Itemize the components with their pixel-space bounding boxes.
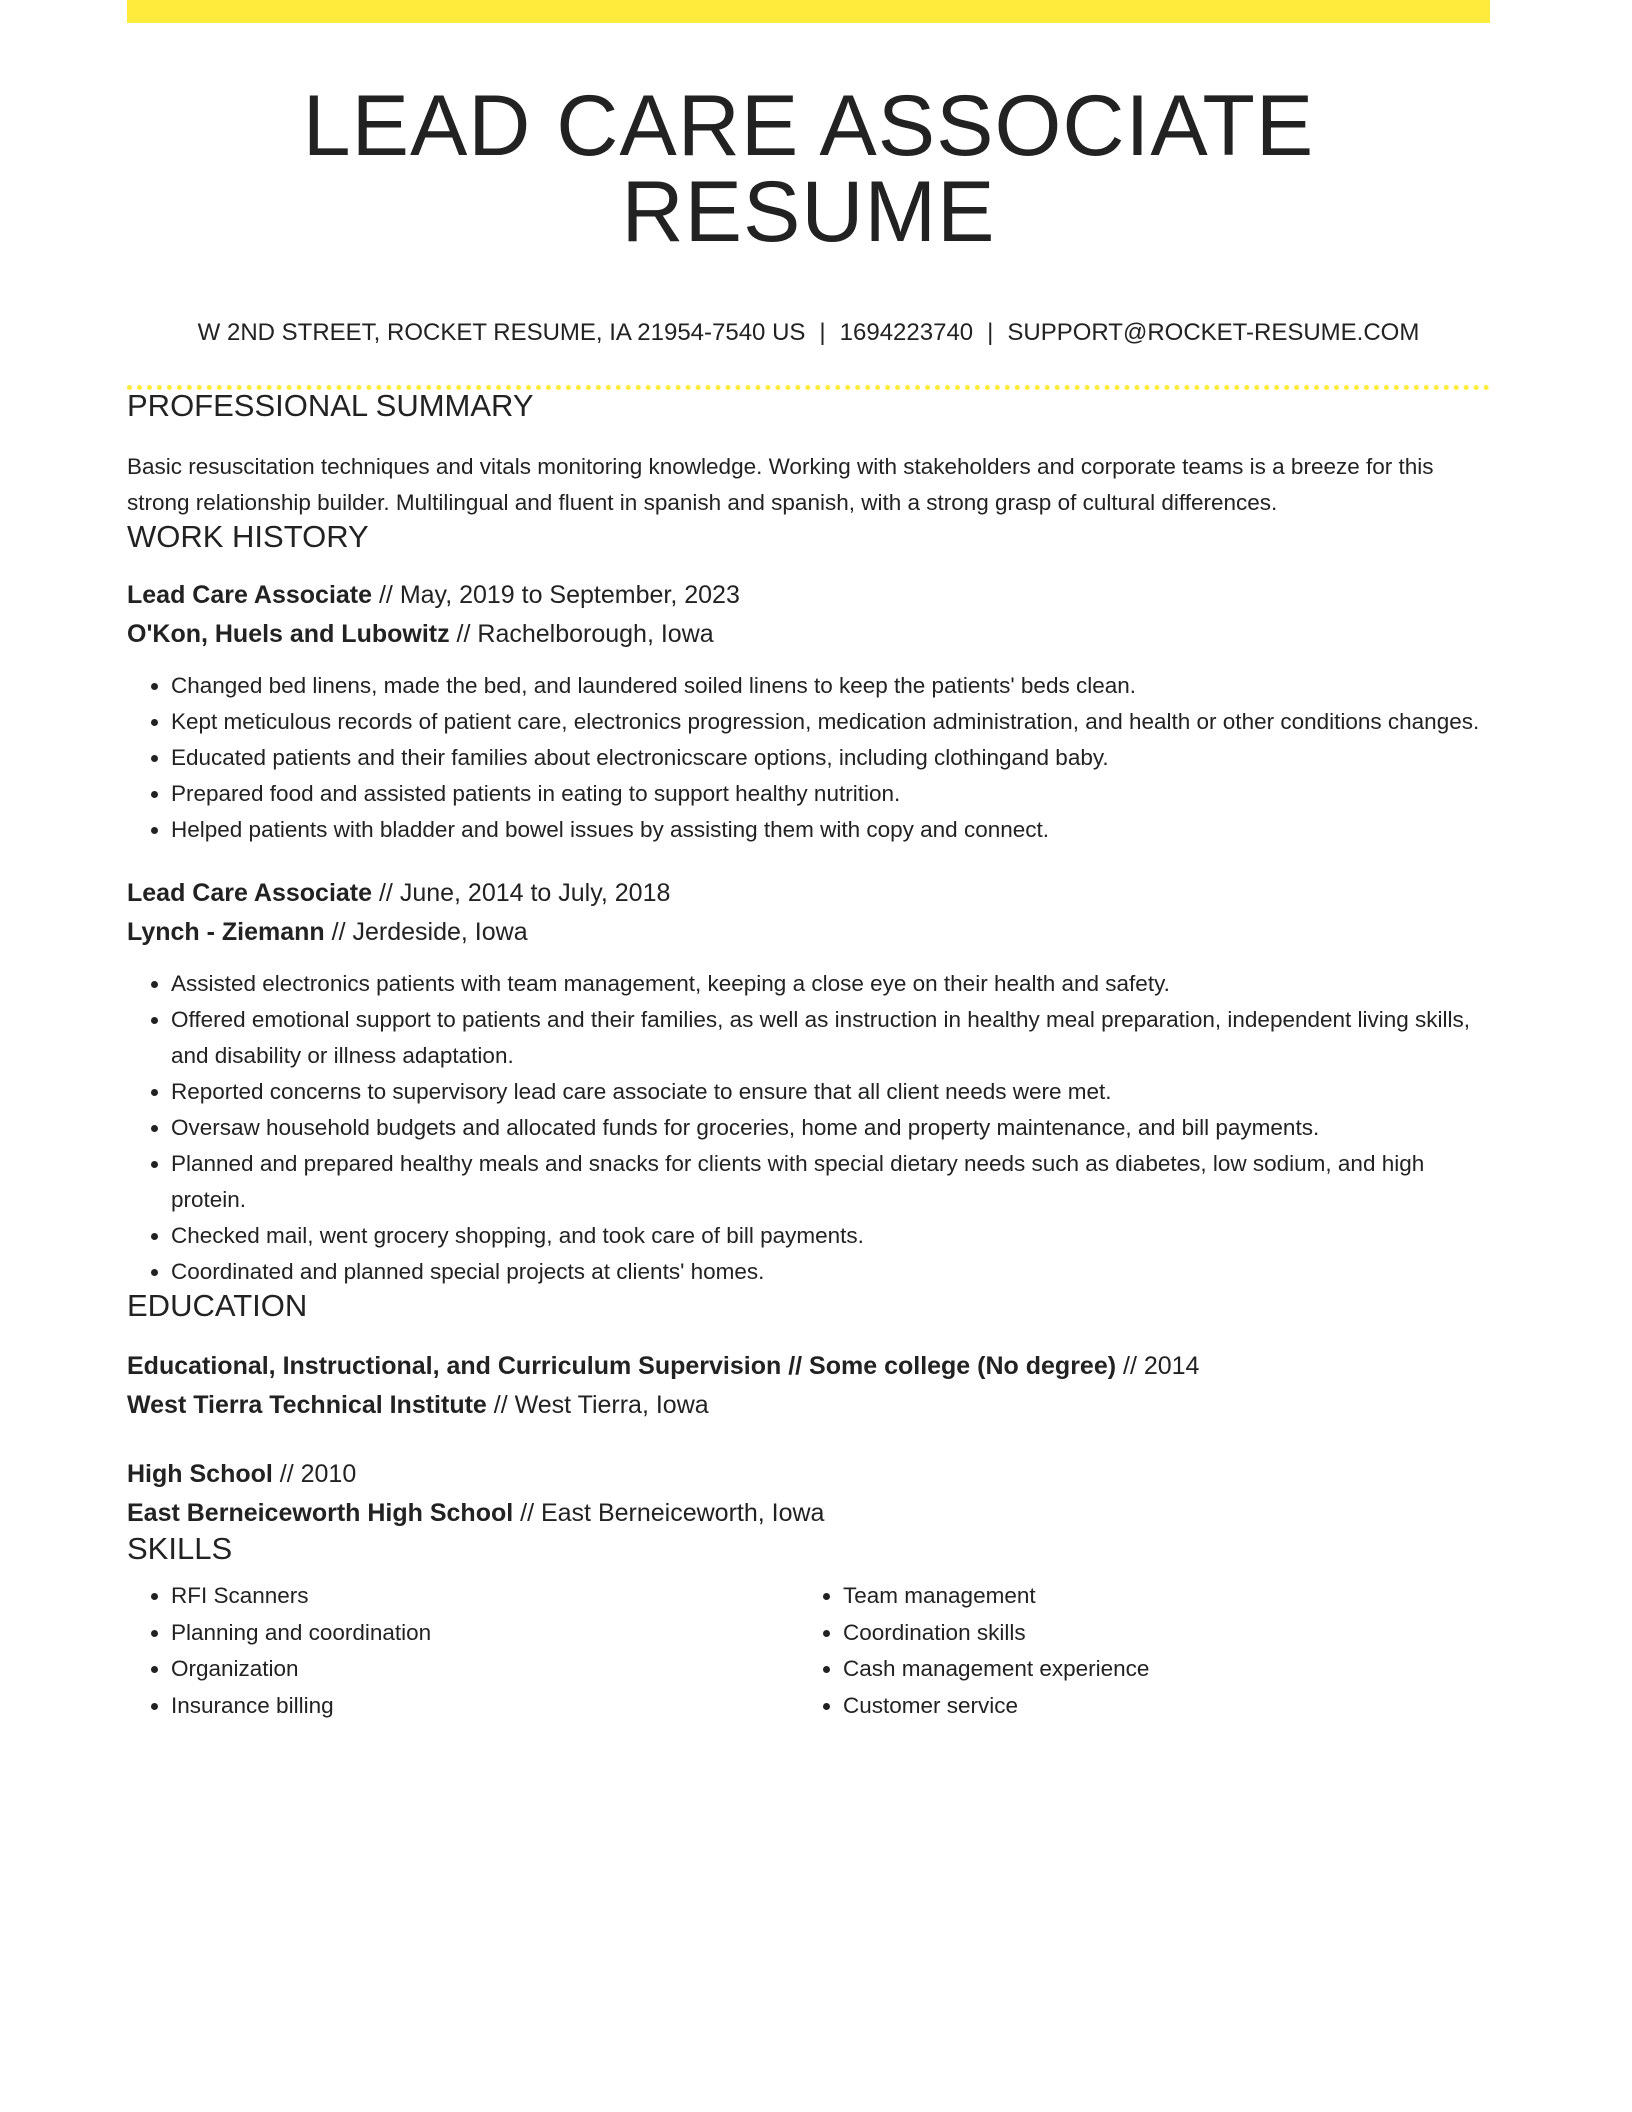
job-role: Lead Care Associate	[127, 879, 373, 907]
skills-column-left	[127, 1578, 799, 1724]
resume-title: LEAD CARE ASSOCIATE RESUME	[302, 78, 1315, 260]
education-location: // East Berneiceworth, Iowa	[513, 1499, 825, 1527]
work-history-heading: WORK HISTORY	[127, 519, 369, 554]
skills-column-right	[799, 1578, 1471, 1724]
accent-top-bar	[127, 0, 1490, 23]
contact-email: SUPPORT@ROCKET-RESUME.COM	[1007, 319, 1420, 346]
summary-text: Basic resuscitation techniques and vitals monitoring knowledge. Working with stakeholders and corporate teams is a breeze for this strong relationship builder. Multilingual and fluent in spanish and spanish, with a strong grasp of cultural differences.	[127, 454, 1434, 515]
list-item: • Checked mail, went grocery shopping, and took care of bill payments.	[171, 1218, 1490, 1254]
list-item: • Helped patients with bladder and bowel issues by assisting them with copy and connect.	[171, 812, 1490, 848]
skill-item: • Cash management experience	[843, 1651, 1471, 1688]
list-item: • Assisted electronics patients with team management, keeping a close eye on their health and safety.	[171, 966, 1490, 1002]
job-location: // Jerdeside, Iowa	[324, 918, 528, 946]
summary-heading: PROFESSIONAL SUMMARY	[127, 388, 534, 423]
contact-address: W 2ND STREET, ROCKET RESUME, IA 21954-7540 US	[197, 319, 806, 346]
list-item: • Kept meticulous records of patient care, electronics progression, medication administration, and health or other conditions changes.	[171, 704, 1490, 740]
skills-list	[127, 1578, 1490, 1724]
job-company: O'Kon, Huels and Lubowitz	[127, 620, 450, 648]
list-item: • Changed bed linens, made the bed, and laundered soiled linens to keep the patients' beds clean.	[171, 668, 1490, 704]
job-bullets	[127, 668, 1490, 848]
job-dates: // May, 2019 to September, 2023	[372, 581, 740, 609]
education-school: West Tierra Technical Institute	[127, 1391, 487, 1419]
education-location: // West Tierra, Iowa	[486, 1391, 709, 1419]
education-heading: EDUCATION	[127, 1288, 308, 1323]
job-entry	[127, 576, 1490, 848]
job-role-line	[127, 576, 1490, 615]
list-item: • Reported concerns to supervisory lead care associate to ensure that all client needs were met.	[171, 1074, 1490, 1110]
job-entry	[127, 874, 1490, 1290]
job-bullets	[127, 966, 1490, 1290]
job-company-line	[127, 913, 1490, 952]
skill-item: • Team management	[843, 1578, 1471, 1615]
contact-separator: |	[987, 319, 994, 346]
skill-item: • RFI Scanners	[171, 1578, 799, 1615]
job-role: Lead Care Associate	[127, 581, 373, 609]
list-item: • Educated patients and their families about electronicscare options, including clothingand baby.	[171, 740, 1490, 776]
skill-item: • Planning and coordination	[171, 1615, 799, 1652]
job-dates: // June, 2014 to July, 2018	[372, 879, 671, 907]
list-item: • Oversaw household budgets and allocated funds for groceries, home and property maintenance, and bill payments.	[171, 1110, 1490, 1146]
education-school: East Berneiceworth High School	[127, 1499, 514, 1527]
skill-item: • Organization	[171, 1651, 799, 1688]
contact-line	[127, 321, 1490, 345]
education-degree-line	[127, 1455, 1490, 1494]
education-degree-line	[127, 1347, 1490, 1386]
skills-heading: SKILLS	[127, 1531, 233, 1566]
skill-item: • Insurance billing	[171, 1688, 799, 1725]
education-entry	[127, 1455, 1490, 1533]
education-year: // 2010	[272, 1460, 357, 1488]
education-year: // 2014	[1116, 1352, 1200, 1380]
contact-phone: 1694223740	[839, 319, 974, 346]
job-company: Lynch - Ziemann	[127, 918, 325, 946]
list-item: • Coordinated and planned special projects at clients' homes.	[171, 1254, 1490, 1290]
list-item: • Planned and prepared healthy meals and snacks for clients with special dietary needs such as diabetes, low sodium, and high protein.	[171, 1146, 1490, 1218]
education-degree: Educational, Instructional, and Curriculum Supervision // Some college (No degree)	[127, 1352, 1117, 1380]
skill-item: • Coordination skills	[843, 1615, 1471, 1652]
skill-item: • Customer service	[843, 1688, 1471, 1725]
contact-separator: |	[819, 319, 826, 346]
education-school-line	[127, 1494, 1490, 1533]
education-degree: High School	[127, 1460, 273, 1488]
resume-page	[127, 0, 1490, 1724]
list-item: • Prepared food and assisted patients in eating to support healthy nutrition.	[171, 776, 1490, 812]
education-entry	[127, 1347, 1490, 1425]
list-item: • Offered emotional support to patients and their families, as well as instruction in healthy meal preparation, independent living skills, and disability or illness adaptation.	[171, 1002, 1490, 1074]
job-company-line	[127, 615, 1490, 654]
job-location: // Rachelborough, Iowa	[449, 620, 714, 648]
job-role-line	[127, 874, 1490, 913]
education-school-line	[127, 1386, 1490, 1425]
